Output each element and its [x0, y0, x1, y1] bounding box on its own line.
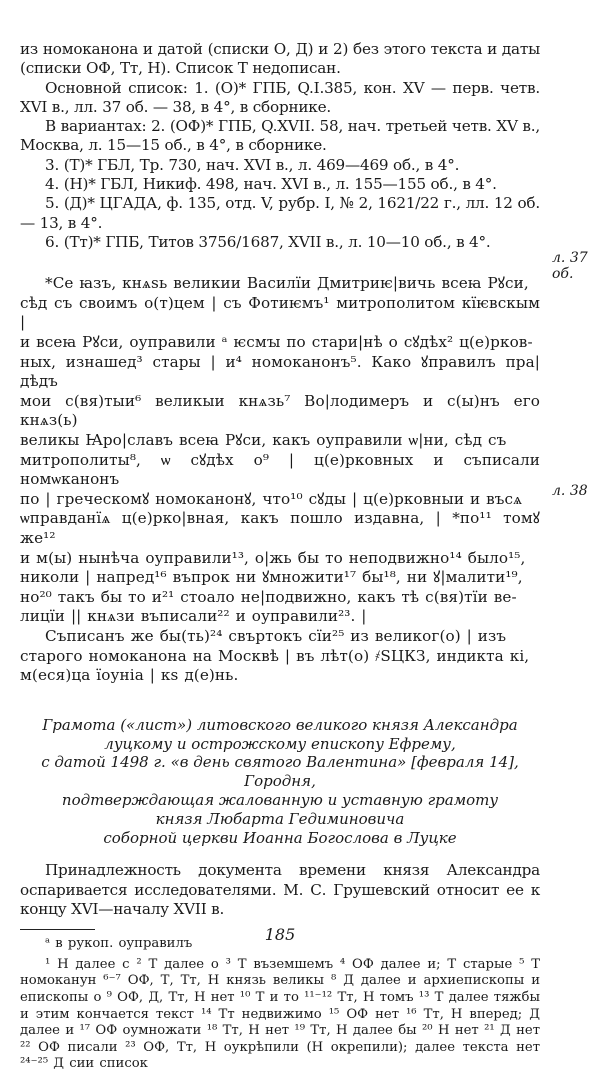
heading-line: с датой 1498 г. «в день святого Валентина» [февраля 14], Городня, [41, 753, 519, 791]
text-line: николи | напред¹⁶ въпрок ни ꙋмножити¹⁷ бы¹⁸, ни ꙋ|малити¹⁹, [20, 568, 523, 587]
heading-line: Грамота («лист») литовского великого князя Александра [42, 715, 518, 734]
text-line: мои с(вя)тыи⁶ великыи кнѧзь⁷ Во|лодимеръ и с(ы)нъ его кнѧз(ь) [20, 391, 540, 430]
margin-note-folio-37v: л. 37 об. [552, 250, 588, 282]
text-line: ных, изнашед³ стары | и⁴ номоканонъ⁵. Како ꙋправилъ пра|дѣдъ [20, 352, 540, 391]
heading-line: соборной церкви Иоанна Богослова в Луцке [103, 828, 457, 847]
text-line: лицїи || кнѧзи въписали²² и оуправили²³. | [20, 607, 367, 626]
closing-line: старого номоканона на Москвѣ | въ лѣт(о) ҂ЅЦКЗ, индикта кі, [20, 646, 530, 665]
document-text [20, 274, 540, 685]
page-number: 185 [264, 925, 296, 944]
document-heading [20, 716, 540, 848]
text-line: митрополиты⁸, ѡ сꙋдѣх о⁹ | ц(е)рковных и съписали номѡканонъ [20, 450, 540, 489]
footnotes-numbered: ¹ Н далее с ² Т далее о ³ Т въземшемъ ⁴ ОФ далее и; Т старые ⁵ Т номоканун ⁶⁻⁷ ОФ, Т, Тт, Н князь великы ⁸ Д далее и архиепископы и епископы о ⁹ ОФ, Д, Тт, Н нет ¹⁰ Т и то ¹¹⁻¹² Тт, Н томъ ¹³ Т далее тяжбы и этим кончается текст ¹⁴ Тт недвижимо ¹⁵ ОФ нет ¹⁶ Тт, Н вперед; Д далее и ¹⁷ ОФ оумножати ¹⁸ Тт, Н нет ¹⁹ Тт, Н далее бы ²⁰ Н нет ²¹ Д нет ²² ОФ писали ²³ ОФ, Тт, Н оукрѣпили (Н окрепили); далее текста нет ²⁴⁻²⁵ Д сии список [20, 956, 540, 1072]
text-line: по | греческомꙋ номоканонꙋ, что¹⁰ сꙋды | ц(е)рковныи и въсѧ [20, 489, 523, 508]
text-line: великы Ꙗро|славъ всеꙗ Рꙋси, какъ оуправили ѡ|ни, сѣд съ [20, 431, 507, 450]
heading-line: луцкому и острожскому епископу Ефрему, [104, 734, 456, 753]
text-line: сѣд съ своимъ о(т)цем | съ Фотиѥмъ¹ митрополитом кїѥвскым | [20, 293, 540, 332]
text-line: и м(ы) нынѣча оуправили¹³, о|жь бы то неподвижно¹⁴ было¹⁵, [20, 548, 526, 567]
intro-paragraph: из номоканона и датой (списки О, Д) и 2) без этого текста и даты (списки ОФ, Тт, Н). Список Т недописан. [20, 40, 540, 78]
variant-6: 6. (Тт)* ГПБ, Титов 3756/1687, XVII в., л. 10—10 об., в 4°. [45, 232, 491, 251]
closing-line: м(еся)ца їоуніа | кѕ д(е)нь. [20, 666, 239, 685]
commentary-paragraph: Принадлежность документа времени князя Александра оспаривается исследователями. М. С. Грушевский относит ее к концу XVI—началу XVII в. [20, 861, 540, 918]
text-line: ѡправданїѧ ц(е)рко|вная, какъ пошло издавна, | *по¹¹ томꙋ же¹² [20, 509, 540, 547]
closing-line: Съписанъ же бы(ть)²⁴ свъртокъ сїи²⁵ из великог(о) | изъ [45, 626, 507, 645]
heading-line: подтверждающая жалованную и уставную грамоту [61, 790, 499, 809]
footnote-letter: ᵃ в рукоп. оуправилъ [45, 936, 193, 952]
variant-2: В вариантах: 2. (ОФ)* ГПБ, Q.XVII. 58, нач. третьей четв. XV в., Москва, л. 15—15 об., в 4°, в сборнике. [20, 117, 540, 155]
text-line: но²⁰ такъ бы то и²¹ стоало не|подвижно, какъ тѣ с(вя)тїи ве- [20, 587, 517, 606]
main-list: Основной список: 1. (О)* ГПБ, Q.I.385, кон. XV — перв. четв. XVI в., лл. 37 об. — 38, в 4°, в сборнике. [20, 78, 540, 116]
variant-3: 3. (Т)* ГБЛ, Тр. 730, нач. XVI в., л. 469—469 об., в 4°. [45, 155, 460, 174]
heading-line: князя Любарта Гедиминовича [155, 809, 405, 828]
text-line: и всеꙗ Рꙋси, оуправили ᵃ ѥсмꙑ по стари|нѣ о сꙋдѣх² ц(е)рков- [20, 333, 533, 352]
variant-4: 4. (Н)* ГБЛ, Никиф. 498, нач. XVI в., л. 155—155 об., в 4°. [45, 175, 497, 194]
text-line: *Се ꙗзъ, кнѧѕь великии Василїи Дмитриѥ|вичь всеꙗ Рꙋси, [45, 274, 529, 293]
margin-note-folio-38: л. 38 [552, 483, 588, 499]
page-body [20, 40, 540, 1073]
variant-5: 5. (Д)* ЦГАДА, ф. 135, отд. V, рубр. I, № 2, 1621/22 г., лл. 12 об. — 13, в 4°. [20, 194, 540, 232]
